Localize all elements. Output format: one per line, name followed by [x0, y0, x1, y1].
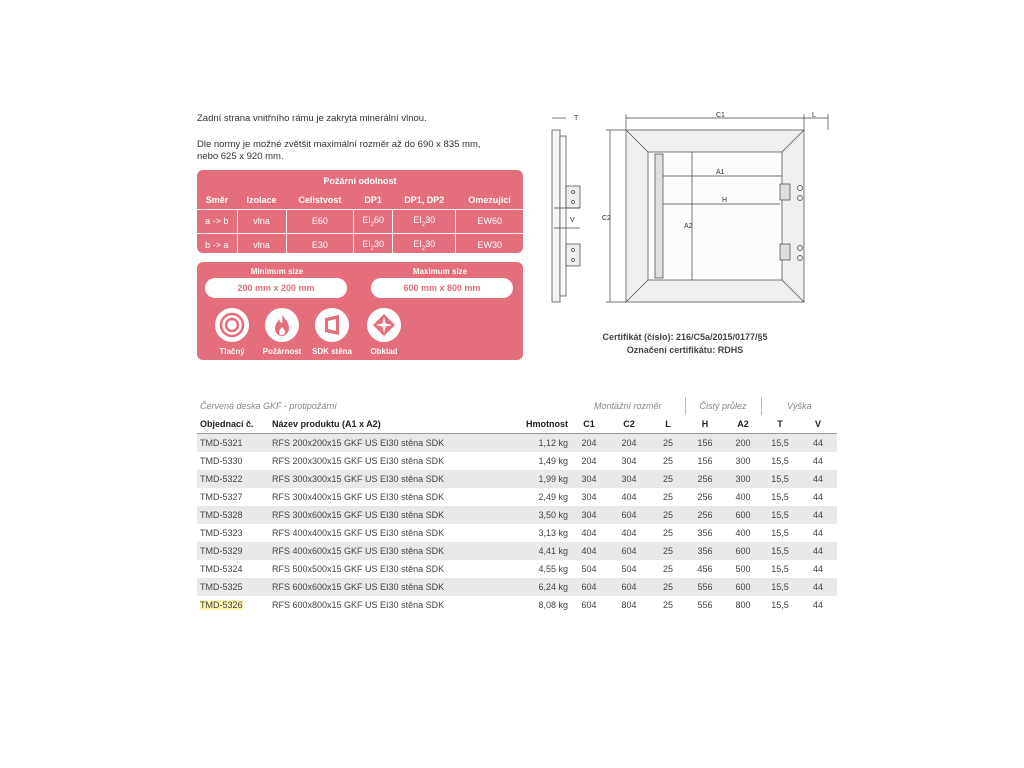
technical-drawing [540, 108, 840, 323]
hinge-bottom [566, 244, 580, 266]
fire-row [197, 210, 523, 234]
table-cell: 604 [581, 600, 597, 610]
fire-header-row [197, 191, 523, 210]
tile-icon [367, 308, 401, 342]
table-cell: 15,5 [771, 600, 789, 610]
table-row [197, 470, 837, 488]
table-cell: 404 [581, 528, 597, 538]
col-header-c1: C1 [571, 415, 607, 434]
icon-label-push: Tlačný [219, 347, 245, 356]
fire-cell: b -> a [205, 240, 229, 251]
fire-header-cell: Omezující [456, 191, 523, 210]
hinge-top [566, 186, 580, 208]
table-cell: RFS 300x600x15 GKF US EI30 stěna SDK [269, 506, 515, 524]
table-cell: 304 [581, 492, 597, 502]
table-row [197, 506, 837, 524]
table-cell: 25 [662, 528, 673, 538]
table-cell: 3,13 kg [538, 528, 568, 538]
col-header-l: L [651, 415, 685, 434]
fire-icon [265, 308, 299, 342]
table-cell: RFS 600x600x15 GKF US EI30 stěna SDK [269, 578, 515, 596]
table-cell: RFS 200x300x15 GKF US EI30 stěna SDK [272, 456, 445, 466]
fire-cell: EW30 [456, 233, 523, 256]
table-cell: 600 [725, 506, 761, 524]
table-cell: 2,49 kg [538, 492, 568, 502]
table-cell: 25 [662, 564, 673, 574]
fire-cell: vlna [237, 233, 286, 256]
fire-cell: E60 [286, 210, 354, 234]
fire-resistance-table [197, 191, 523, 257]
table-cell: 25 [651, 470, 685, 488]
table-cell: RFS 300x300x15 GKF US EI30 stěna SDK [269, 470, 515, 488]
table-cell: 304 [571, 470, 607, 488]
fire-cell: $EI_230$ [354, 233, 393, 256]
table-cell: 800 [735, 600, 751, 610]
table-cell: TMD-5330 [200, 456, 243, 466]
table-cell: TMD-5323 [200, 528, 243, 538]
table-row [197, 488, 837, 506]
table-cell: 4,41 kg [515, 542, 571, 560]
table-row [197, 560, 837, 578]
dim-label-h: H [722, 197, 728, 204]
table-cell: 44 [799, 470, 837, 488]
inner-frame [648, 152, 782, 280]
table-cell: TMD-5321 [197, 434, 269, 453]
fire-header-cell: DP1 [354, 191, 393, 210]
table-row [197, 452, 837, 470]
table-cell: 25 [662, 492, 673, 502]
table-cell: 600 [725, 578, 761, 596]
table-cell: 404 [571, 542, 607, 560]
table-cell: 204 [607, 434, 651, 453]
table-row [197, 434, 837, 453]
fire-header-cell: DP1, DP2 [392, 191, 455, 210]
table-cell: 356 [685, 542, 725, 560]
table-row [197, 542, 837, 560]
table-cell: 404 [621, 492, 637, 502]
table-cell: 15,5 [761, 434, 799, 453]
fire-header-cell: Směr [197, 191, 237, 210]
dim-label-c1: C1 [716, 112, 725, 119]
fire-row [197, 233, 523, 256]
dim-label-a1: A1 [716, 169, 725, 176]
table-cell: RFS 200x200x15 GKF US EI30 stěna SDK [269, 434, 515, 453]
icon-label-tile: Obklad [370, 347, 398, 356]
table-cell: TMD-5327 [200, 492, 243, 502]
table-cell: 15,5 [771, 492, 789, 502]
table-cell: 400 [735, 492, 751, 502]
table-cell: 15,5 [771, 564, 789, 574]
table-cell: 600 [725, 542, 761, 560]
fire-cell: a -> b [197, 210, 237, 234]
fire-resistance-title: Požární odolnost [323, 176, 397, 186]
table-cell: 1,12 kg [515, 434, 571, 453]
table-cell: 44 [799, 542, 837, 560]
dim-label-v: V [570, 217, 575, 224]
table-cell: 15,5 [761, 470, 799, 488]
fire-cell: E30 [286, 233, 354, 256]
fire-cell: $EI_230$ [392, 210, 455, 234]
table-cell: 604 [607, 578, 651, 596]
fire-cell: $EI_230$ [392, 233, 455, 256]
table-cell [197, 596, 269, 614]
table-cell: 6,24 kg [515, 578, 571, 596]
group-clear-opening: Čistý průlez [685, 397, 761, 415]
certificate-number: Certifikát (číslo): 216/C5a/2015/0177/§5 [602, 332, 768, 342]
table-cell: 604 [607, 542, 651, 560]
table-cell: RFS 400x400x15 GKF US EI30 stěna SDK [272, 528, 445, 538]
dim-label-a2: A2 [684, 223, 693, 230]
table-cell: 504 [581, 564, 597, 574]
table-cell: 256 [685, 470, 725, 488]
col-header-weight: Hmotnost [515, 415, 571, 434]
group-header-row [197, 397, 837, 415]
table-cell: 556 [685, 578, 725, 596]
table-cell: 156 [685, 434, 725, 453]
table-cell: 304 [607, 470, 651, 488]
table-cell: 456 [697, 564, 713, 574]
column-header-row [197, 415, 837, 434]
table-cell: 44 [812, 456, 823, 466]
table-cell: 204 [571, 434, 607, 453]
table-cell: 15,5 [771, 456, 789, 466]
table-cell: 404 [621, 528, 637, 538]
table-row [197, 578, 837, 596]
product-table [197, 397, 837, 614]
min-size-label: Minimum size [250, 267, 304, 276]
table-cell: 604 [607, 506, 651, 524]
table-cell: 25 [651, 434, 685, 453]
side-profile [552, 130, 560, 302]
table-cell: 500 [735, 564, 751, 574]
table-cell: 25 [651, 542, 685, 560]
table-cell: TMD-5324 [200, 564, 243, 574]
table-cell: 1,99 kg [515, 470, 571, 488]
dim-label-c2: C2 [602, 215, 611, 222]
table-cell: 25 [662, 600, 673, 610]
col-header-name: Název produktu (A1 x A2) [269, 415, 515, 434]
col-header-order-no: Objednací č. [197, 415, 269, 434]
table-cell: RFS 300x400x15 GKF US EI30 stěna SDK [272, 492, 445, 502]
table-cell: 1,49 kg [538, 456, 568, 466]
table-cell: 804 [621, 600, 637, 610]
certificate-mark: Označení certifikátu: RDHS [626, 345, 744, 355]
table-cell: 15,5 [761, 506, 799, 524]
drywall-icon [315, 308, 349, 342]
table-cell: 15,5 [761, 578, 799, 596]
table-cell: 44 [799, 578, 837, 596]
table-cell: RFS 400x600x15 GKF US EI30 stěna SDK [269, 542, 515, 560]
table-cell: 604 [571, 578, 607, 596]
table-cell: TMD-5325 [197, 578, 269, 596]
max-size-value: 600 mm x 800 mm [371, 278, 513, 298]
fire-header-cell: Izolace [237, 191, 286, 210]
table-cell: 256 [697, 492, 713, 502]
group-height: Výška [761, 397, 837, 415]
highlighted-order-no: TMD-5326 [200, 600, 243, 610]
table-cell: 44 [812, 600, 823, 610]
fire-cell: vlna [237, 210, 286, 234]
col-header-c2: C2 [607, 415, 651, 434]
table-cell: 8,08 kg [538, 600, 568, 610]
table-row [197, 596, 837, 614]
table-cell: 44 [812, 492, 823, 502]
intro-text-3: nebo 625 x 920 mm. [197, 151, 284, 162]
col-header-v: V [799, 415, 837, 434]
table-cell: 304 [571, 506, 607, 524]
table-cell: 15,5 [771, 528, 789, 538]
group-label: Červená deska GKF - protipožární [200, 401, 337, 411]
table-row [197, 524, 837, 542]
table-cell: 356 [697, 528, 713, 538]
col-header-h: H [685, 415, 725, 434]
table-cell: 3,50 kg [515, 506, 571, 524]
table-cell: 25 [651, 578, 685, 596]
fire-header-cell: Celistvost [286, 191, 354, 210]
table-cell: 400 [735, 528, 751, 538]
table-cell: 44 [812, 564, 823, 574]
col-header-a2: A2 [725, 415, 761, 434]
icon-label-fire: Požárnost [262, 347, 302, 356]
table-cell: 4,55 kg [538, 564, 568, 574]
table-cell: TMD-5329 [197, 542, 269, 560]
table-cell: TMD-5322 [197, 470, 269, 488]
table-cell: 556 [697, 600, 713, 610]
intro-text-2: Dle normy je možné zvětšit maximální rozměr až do 690 x 835 mm, [197, 139, 481, 150]
size-panel [197, 262, 523, 360]
dim-label-t: T [574, 115, 579, 122]
table-cell: 44 [812, 528, 823, 538]
push-icon [215, 308, 249, 342]
intro-text-1: Zadní strana vnitřního rámu je zakrytá minerální vlnou. [197, 113, 427, 124]
group-mounting: Montážní rozměr [593, 401, 662, 411]
fire-cell: EW60 [456, 210, 523, 234]
table-cell: 156 [697, 456, 713, 466]
table-cell: 44 [799, 506, 837, 524]
table-cell: 204 [581, 456, 597, 466]
table-cell: 44 [799, 434, 837, 453]
max-size-label: Maximum size [412, 267, 468, 276]
fire-resistance-panel [197, 170, 523, 253]
fire-cell: $EI_260$ [354, 210, 393, 234]
min-size-value: 200 mm x 200 mm [205, 278, 347, 298]
table-cell: 25 [651, 506, 685, 524]
icon-label-drywall: SDK stěna [311, 347, 352, 356]
table-cell: 256 [685, 506, 725, 524]
dim-label-l: L [812, 112, 816, 119]
table-cell: 300 [735, 456, 751, 466]
table-cell: RFS 500x500x15 GKF US EI30 stěna SDK [272, 564, 445, 574]
table-cell: RFS 600x800x15 GKF US EI30 stěna SDK [272, 600, 445, 610]
col-header-t: T [761, 415, 799, 434]
table-cell: 504 [621, 564, 637, 574]
table-cell: TMD-5328 [197, 506, 269, 524]
table-cell: 25 [662, 456, 673, 466]
table-cell: 15,5 [761, 542, 799, 560]
table-cell: 304 [621, 456, 637, 466]
table-cell: 200 [725, 434, 761, 453]
table-cell: 300 [725, 470, 761, 488]
